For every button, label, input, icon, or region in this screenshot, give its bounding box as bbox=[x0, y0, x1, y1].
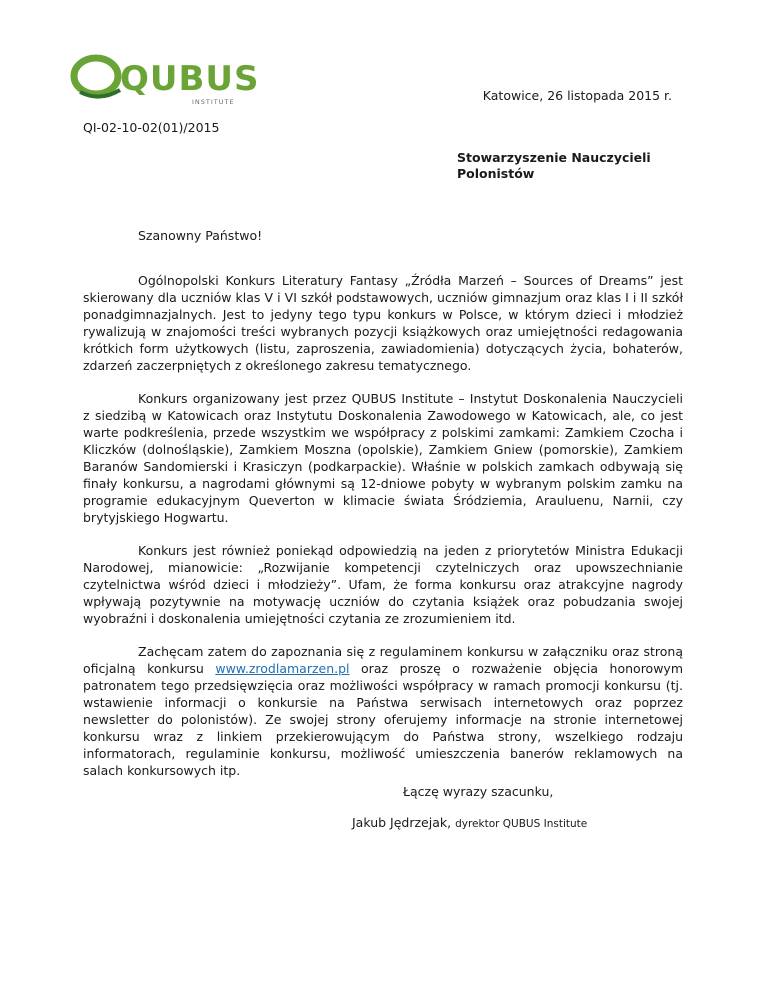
recipient-block bbox=[457, 150, 677, 182]
contest-website-link[interactable]: www.zrodlamarzen.pl bbox=[215, 661, 350, 676]
logo-wordmark: QUBUS bbox=[120, 59, 260, 99]
paragraph-4-intro: Zachęcam zatem do zapoznania się z regulaminem konkursu w załączniku oraz stroną oficjalną konkursu bbox=[83, 644, 683, 676]
paragraph-2: Konkurs organizowany jest przez QUBUS Institute – Instytut Doskonalenia Nauczycieli z siedzibą w Katowicach oraz Instytutu Doskonalenia Zawodowego w Katowicach, ale, co jest warte podkreślenia, przede wszystkim we współpracy z polskimi zamkami: Zamkiem Czocha i Kliczków (dolnośląskie), Zamkiem Moszna (opolskie), Zamkiem Gniew (pomorskie), Zamkiem Baranów Sandomierski i Krasiczyn (podkarpackie). Właśnie w polskich zamkach odbywają się finały konkursu, a nagrodami głównymi są 12-dniowe pobyty w wybranym polskim zamku na programie edukacyjnym Queverton w klimacie świata Śródziemia, Arauluenu, Narnii, czy brytyjskiego Hogwartu. bbox=[83, 391, 683, 525]
paragraph-1: Ogólnopolski Konkurs Literatury Fantasy „Źródła Marzeń – Sources of Dreams” jest skierowany dla uczniów klas V i VI szkół podstawowych, uczniów gimnazjum oraz klas I i II szkół ponadgimnazjalnych. Jest to jedyny tego typu konkurs w Polsce, w którym dzieci i młodzież rywalizują w znajomości treści wybranych pozycji książkowych oraz umiejętności redagowania krótkich form użytkowych (listu, zaproszenia, zawiadomienia) dotyczących życia, bohaterów, zdarzeń zaczerpniętych z określonego zakresu tematycznego. bbox=[83, 273, 683, 373]
logo-subtitle: INSTITUTE bbox=[192, 98, 235, 106]
letter-date: Katowice, 26 listopada 2015 r. bbox=[482, 88, 672, 103]
signature-title: dyrektor QUBUS Institute bbox=[455, 818, 588, 830]
signature bbox=[352, 815, 587, 830]
greeting: Szanowny Państwo! bbox=[138, 228, 263, 243]
paragraph-4-rest: oraz proszę o rozważenie objęcia honorowym patronatem tego przedsięwzięcia oraz możliwości współpracy w ramach promocji konkursu (tj. wstawienie informacji o konkursie na Państwa serwisach internetowych oraz poprzez newsletter do polonistów). Ze swojej strony oferujemy informacje na stronie internetowej konkursu wraz z linkiem przekierowującym do Państwa strony, wszelkiego rodzaju informatorach, regulaminie konkursu, możliwość umieszczenia banerów reklamowych na salach konkursowych itp. bbox=[83, 661, 683, 778]
recipient-line-1: Stowarzyszenie Nauczycieli bbox=[457, 150, 651, 165]
signature-name: Jakub Jędrzejak, bbox=[352, 815, 452, 830]
qubus-logo-mark bbox=[70, 52, 260, 108]
closing-line: Łączę wyrazy szacunku, bbox=[403, 784, 554, 799]
paragraph-4 bbox=[83, 643, 683, 779]
qubus-logo bbox=[70, 52, 260, 108]
letter-body bbox=[83, 272, 683, 795]
paragraph-3: Konkurs jest również poniekąd odpowiedzią na jeden z priorytetów Ministra Edukacji Narodowej, mianowicie: „Rozwijanie kompetencji czytelniczych oraz upowszechnianie czytelnictwa wśród dzieci i młodzieży”. Ufam, że forma konkursu oraz atrakcyjne nagrody wpływają pozytywnie na motywację uczniów do czytania książek oraz pobudzania swojej wyobraźni i doskonalenia umiejętności czytania ze zrozumieniem itd. bbox=[83, 543, 683, 626]
reference-number: QI-02-10-02(01)/2015 bbox=[83, 120, 220, 135]
recipient-line-2: Polonistów bbox=[457, 166, 535, 181]
